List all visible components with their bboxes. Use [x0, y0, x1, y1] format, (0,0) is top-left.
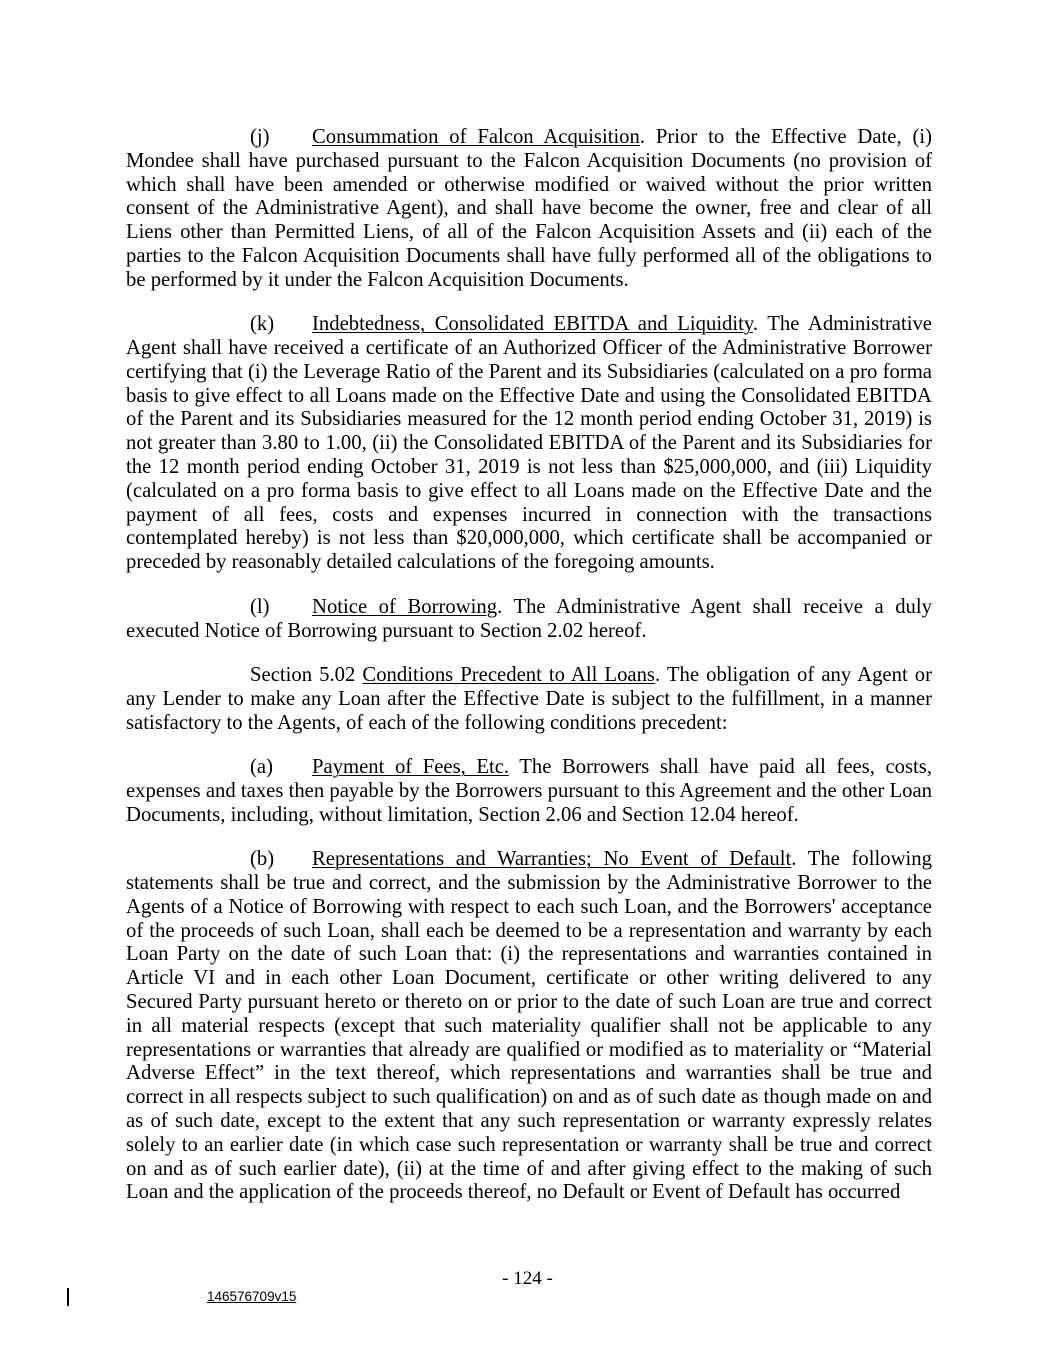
paragraph-body: . The Administrative Agent shall receive a duly executed Notice of Borrowing pursuant to Section 2.02 hereof.: [126, 595, 932, 642]
change-bar: [67, 1288, 69, 1306]
paragraph-label: (l): [250, 595, 270, 618]
paragraph-body: . The Administrative Agent shall have received a certificate of an Authorized Officer of the Administrative Borrower certifying that (i) the Leverage Ratio of the Parent and its Subsidiaries (calculated on a pro forma basis to give effect to all Loans made on the Effective Date and using the Consolidated EBITDA of the Parent and its Subsidiaries measured for the 12 month period ending October 31, 2019) is not greater than 3.80 to 1.00, (ii) the Consolidated EBITDA of the Parent and its Subsidiaries for the 12 month period ending October 31, 2019 is not less than $25,000,000, and (iii) Liquidity (calculated on a pro forma basis to give effect to all Loans made on the Effective Date and the payment of all fees, costs and expenses incurred in connection with the transactions contemplated hereby) is not less than $20,000,000, which certificate shall be accompanied or preceded by reasonably detailed calculations of the foregoing amounts.: [126, 313, 932, 574]
paragraph-j: [126, 126, 932, 293]
section-label: Section 5.02: [250, 664, 356, 686]
section-body: . The obligation of any Agent or any Lender to make any Loan after the Effective Date is subject to the fulfillment, in a manner satisfactory to the Agents, of each of the following conditions precedent:: [126, 664, 933, 734]
paragraph-label: (k): [250, 313, 275, 336]
section-5-02: [126, 664, 932, 735]
section-heading: Conditions Precedent to All Loans: [362, 664, 655, 686]
paragraph-label: (b): [250, 848, 275, 871]
paragraph-heading: Payment of Fees, Etc.: [312, 756, 510, 779]
paragraph-heading: Consummation of Falcon Acquisition: [312, 126, 640, 148]
paragraph-label: (a): [250, 756, 273, 779]
paragraph-a: [126, 756, 932, 827]
paragraph-l: [126, 596, 932, 644]
paragraph-body: . The following statements shall be true and correct, and the submission by the Administrative Borrower to the Agents of a Notice of Borrowing with respect to each such Loan, and the Borrowers' acceptance of the proceeds of such Loan, shall each be deemed to be a representation and warranty by each Loan Party on the date of such Loan that: (i) the representations and warranties contained in Article VI and in each other Loan Document, certificate or other writing delivered to any Secured Party pursuant hereto or thereto on or prior to the date of such Loan are true and correct in all material respects (except that such materiality qualifier shall not be applicable to any representations or warranties that already are qualified or modified as to materiality or “Material Adverse Effect” in the text thereof, which representations and warranties shall be true and correct in all respects subject to such qualification) on and as of such date as though made on and as of such date, except to the extent that any such representation or warranty expressly relates solely to an earlier date (in which case such representation or warranty shall be true and correct on and as of such earlier date), (ii) at the time of and after giving effect to the making of such Loan and the application of the proceeds thereof, no Default or Event of Default has occurred: [126, 848, 932, 1204]
paragraph-body: . Prior to the Effective Date, (i) Mondee shall have purchased pursuant to the Falcon Acquisition Documents (no provision of which shall have been amended or otherwise modified or waived without the prior written consent of the Administrative Agent), and shall have become the owner, free and clear of all Liens other than Permitted Liens, of all of the Falcon Acquisition Assets and (ii) each of the parties to the Falcon Acquisition Documents shall have fully performed all of the obligations to be performed by it under the Falcon Acquisition Documents.: [126, 126, 932, 291]
page-number: - 124 -: [502, 1268, 553, 1289]
document-body: [126, 126, 932, 1226]
document-id: 146576709v15: [207, 1289, 297, 1304]
paragraph-heading: Notice of Borrowing: [312, 595, 498, 618]
paragraph-k: [126, 313, 932, 575]
paragraph-heading: Representations and Warranties; No Event of Default: [312, 848, 792, 871]
paragraph-label: (j): [250, 126, 270, 148]
paragraph-heading: Indebtedness, Consolidated EBITDA and Liquidity: [312, 313, 753, 336]
paragraph-body: The Borrowers shall have paid all fees, costs, expenses and taxes then payable by the Borrowers pursuant to this Agreement and the other Loan Documents, including, without limitation, Section 2.06 and Section 12.04 hereof.: [126, 756, 933, 826]
paragraph-b: [126, 848, 932, 1205]
